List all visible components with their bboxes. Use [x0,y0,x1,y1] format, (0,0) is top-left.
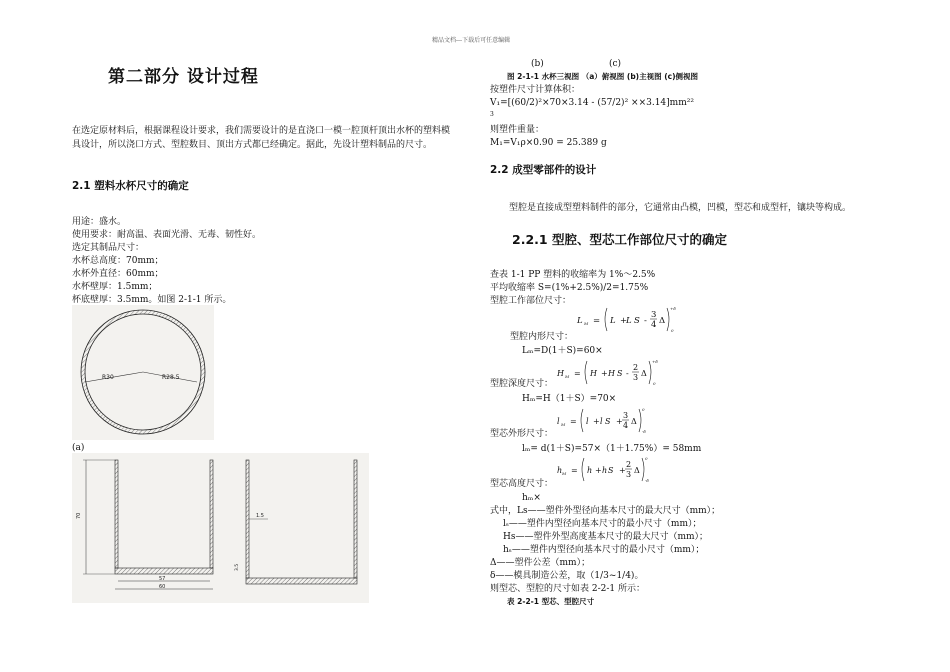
svg-text:3: 3 [626,470,632,479]
definition-line: Hs——塑件外型高度基本尺寸的最大尺寸（mm）； [503,532,709,542]
svg-text:+: + [620,316,628,326]
svg-text:S: S [608,466,614,475]
calc-line: 3 [490,111,494,118]
table-caption: 表 2-2-1 型芯、型腔尺寸 [507,597,595,606]
figure-caption: 图 2-1-1 水杯三视图 （a）俯视图 (b)主视图 (c)侧视图 [507,72,699,81]
formula-core-height [554,454,664,484]
section-2-2-1-heading: 2.2.1 型腔、型芯工作部位尺寸的确定 [512,232,727,247]
outer-dim-label: 60 [159,584,166,590]
fig-a-label: (a) [72,443,85,453]
svg-text:l: l [557,417,560,426]
svg-text:-: - [626,369,629,378]
lm-line: Lₘ=D(1＋S)=60× [522,346,603,356]
svg-text:M: M [561,422,566,427]
svg-text:Δ: Δ [634,466,640,475]
spec-line: 杯底壁厚：3.5mm。如图 2-1-1 所示。 [72,295,232,305]
svg-text:=: = [574,369,581,378]
calc-line: 平均收缩率 S=(1%+2.5%)/2=1.75% [490,283,649,293]
svg-text:H: H [590,369,597,378]
definition-line: lₛ——塑件内型径向基本尺寸的最小尺寸（mm）； [503,519,702,529]
formula-cavity-depth [554,357,664,387]
part-title: 第二部分 设计过程 [108,67,259,87]
core-outer-label: 型芯外形尺寸： [490,429,554,439]
svg-text:+: + [619,466,626,475]
volume-calc [490,84,694,150]
svg-text:L: L [577,316,583,326]
calc-line: 查表 1-1 PP 塑料的收缩率为 1%～2.5% [490,270,656,280]
wall-dim-label: 1.5 [256,513,264,519]
spec-list [72,216,261,307]
svg-text:=: = [570,417,577,426]
spec-line: 使用要求：耐高温、表面光滑、无毒、韧性好。 [72,230,262,240]
calc-line: M₁=V₁ρ×0.90 = 25.389 g [490,138,607,148]
section-2-2-heading: 2.2 成型零部件的设计 [490,164,597,176]
svg-text:H: H [557,369,564,378]
svg-text:Δ: Δ [659,316,666,326]
svg-text:0: 0 [653,381,656,386]
spec-line: 选定其制品尺寸： [72,243,145,253]
definition-line: 式中，Ls——塑件外型径向基本尺寸的最大尺寸（mm）； [490,506,721,516]
section-2-2-paragraph: 型腔是直接成型塑料制件的部分，它通常由凸模，凹模，型芯和成型杆，镶块等构成。 [509,203,852,213]
svg-text:+: + [601,369,608,378]
radius-inner-label: R28.5 [162,374,180,381]
svg-text:4: 4 [651,320,657,330]
svg-text:-: - [644,316,647,326]
section-2-1-heading: 2.1 塑料水杯尺寸的确定 [72,180,189,192]
cavity-inner-label: 型腔内形尺寸： [510,332,574,342]
definition-line: δ——模具制造公差，取（1/3~1/4)。 [490,571,644,581]
svg-text:0: 0 [645,456,648,461]
svg-text:h: h [557,466,563,475]
svg-text:S: S [617,369,623,378]
cavity-depth-label: 型腔深度尺寸： [490,379,554,389]
svg-text:=: = [593,316,601,326]
svg-text:4: 4 [623,421,629,430]
svg-text:S: S [634,316,640,326]
svg-text:Δ: Δ [641,369,647,378]
svg-text:2: 2 [626,460,632,469]
hm-line: Hₘ=H（1＋S）=70× [522,394,617,404]
svg-text:h: h [587,466,593,475]
core-height-label: 型芯高度尺寸： [490,479,554,489]
svg-text:+: + [595,466,602,475]
calc-line: 型腔工作部位尺寸： [490,296,572,306]
svg-text:3: 3 [633,373,639,382]
fig-b-label: (b) [531,59,544,69]
svg-text:l: l [586,417,589,426]
svg-text:-δ: -δ [645,478,649,483]
svg-text:0: 0 [642,407,645,412]
fig-c-label: (c) [609,59,622,69]
shrinkage-calc [490,269,655,308]
height-dim-label: 70 [76,512,82,519]
svg-text:0: 0 [671,328,674,333]
svg-text:2: 2 [633,363,639,372]
symbol-definitions [490,505,720,596]
spec-line: 用途：盛水。 [72,217,127,227]
svg-text:=: = [571,466,578,475]
spec-line: 水杯外直径：60mm； [72,269,164,279]
svg-text:+δ: +δ [670,306,676,311]
top-view-drawing [72,305,214,440]
svg-text:M: M [565,374,570,379]
svg-text:L: L [626,316,632,326]
svg-text:+δ: +δ [652,359,658,364]
calc-line: 按塑件尺寸计算体积： [490,85,581,95]
calc-line: V₁=[(60/2)²×70×3.14 - (57/2)² ××3.14]mm²² [490,98,694,108]
svg-text:M: M [562,471,567,476]
header-note: 精品文档---下载后可任意编辑 [432,37,511,44]
hm2-line: hₘ× [522,493,541,503]
formula-core-outer [554,405,664,435]
bottom-dim-label: 3.5 [235,563,240,571]
svg-text:3: 3 [651,310,657,320]
formula-cavity-inner [574,304,684,334]
svg-text:M: M [584,321,589,326]
svg-text:+: + [593,417,600,426]
inner-dim-label: 57 [159,576,166,582]
svg-text:L: L [610,316,616,326]
svg-text:S: S [605,417,611,426]
spec-line: 水杯总高度：70mm； [72,256,164,266]
intro-paragraph: 在选定原材料后，根据课程设计要求，我们需要设计的是直浇口一模一腔顶杆顶出水杯的塑料模具设计，所以浇口方式、型腔数目、顶出方式都已经确定。据此，先设计塑料制品的尺寸。 [72,126,451,150]
svg-text:-δ: -δ [642,429,646,434]
spec-line: 水杯壁厚：1.5mm； [72,282,158,292]
front-side-view-drawing [72,453,369,603]
definition-line: hₛ——塑件内型径向基本尺寸的最小尺寸（mm）； [503,545,705,555]
lm2-line: lₘ= d(1＋S)=57×（1＋1.75%）= 58mm [522,444,702,454]
definition-line: 则型芯、型腔的尺寸如表 2-2-1 所示： [490,584,645,594]
svg-text:l: l [600,417,603,426]
definition-line: Δ——塑件公差（mm）； [490,558,591,568]
radius-outer-label: R30 [102,374,114,381]
svg-text:h: h [602,466,608,475]
calc-line: 则塑件重量： [490,125,545,135]
svg-text:+: + [616,417,623,426]
svg-text:Δ: Δ [631,417,637,426]
svg-text:H: H [608,369,615,378]
svg-text:3: 3 [623,411,629,420]
